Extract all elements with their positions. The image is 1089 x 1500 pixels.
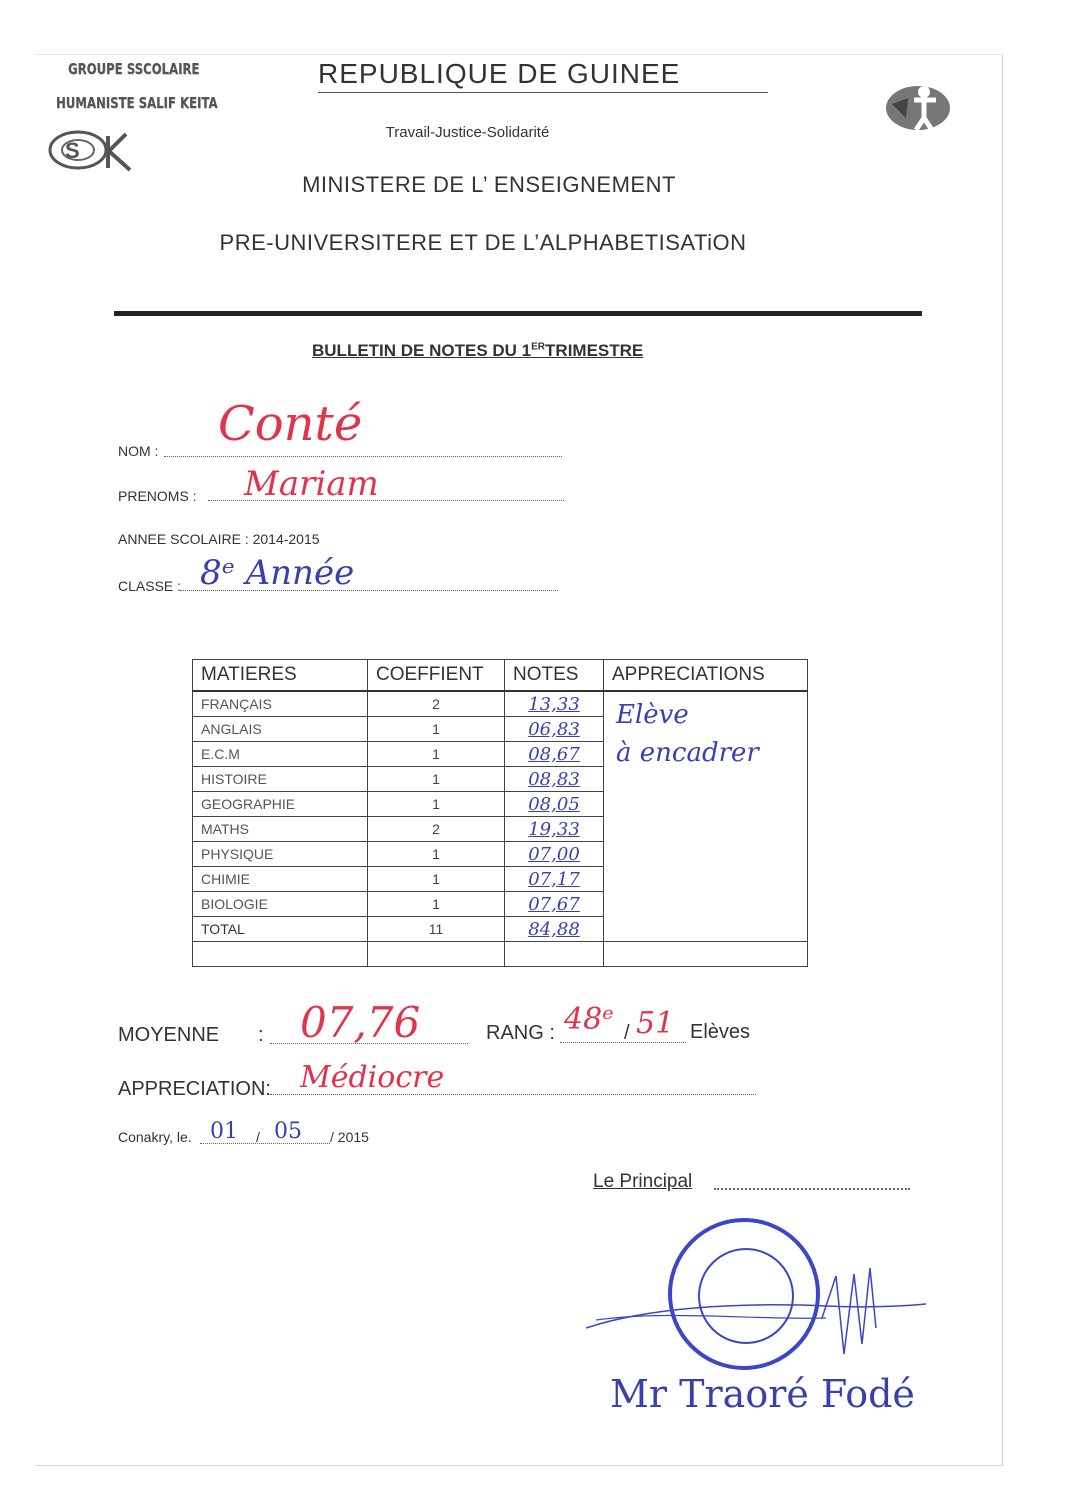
empty-row <box>193 942 808 967</box>
appreciation-cell <box>604 691 808 942</box>
matiere-cell: ANGLAIS <box>193 717 368 742</box>
principal-label: Le Principal <box>593 1171 693 1192</box>
matiere-cell: MATHS <box>193 817 368 842</box>
empty-cell <box>193 942 368 967</box>
total-note: 84,88 <box>505 917 604 942</box>
republic-title: REPUBLIQUE DE GUINEE <box>318 58 681 89</box>
rang-dots <box>560 1042 686 1043</box>
empty-cell <box>505 942 604 967</box>
ministry-line1: MINISTERE DE L’ ENSEIGNEMENT <box>302 172 676 197</box>
note-cell: 08,67 <box>505 742 604 767</box>
coef-cell: 1 <box>368 867 505 892</box>
grades-table <box>192 659 808 967</box>
coef-cell: 1 <box>368 792 505 817</box>
motto: Travail-Justice-Solidarité <box>385 124 550 141</box>
rang-label: RANG : <box>486 1022 555 1044</box>
annee-scolaire: ANNEE SCOLAIRE : 2014-2015 <box>118 531 320 547</box>
rang-total: 51 <box>636 1006 675 1041</box>
moyenne-value: 07,76 <box>300 998 421 1047</box>
prenoms-label: PRENOMS : <box>118 488 197 504</box>
note-cell: 08,83 <box>505 767 604 792</box>
matiere-cell: FRANÇAIS <box>193 691 368 717</box>
bulletin-title-prefix: BULLETIN DE NOTES DU 1 <box>312 341 532 360</box>
prenoms-value: Mariam <box>244 464 379 504</box>
school-name-line1: GROUPE SSCOLAIRE <box>68 60 200 78</box>
note-cell: 07,00 <box>505 842 604 867</box>
appreciation-value: Médiocre <box>300 1060 445 1095</box>
signature-name: Mr Traoré Fodé <box>610 1372 915 1416</box>
empty-cell <box>604 942 808 967</box>
matiere-cell: BIOLOGIE <box>193 892 368 917</box>
empty-cell <box>368 942 505 967</box>
matiere-cell: E.C.M <box>193 742 368 767</box>
nom-label: NOM : <box>118 443 159 459</box>
date-day: 01 <box>210 1119 238 1144</box>
rang-value: 48ᵉ <box>564 1002 614 1037</box>
bulletin-title-suffix: TRIMESTRE <box>545 341 644 360</box>
coef-cell: 1 <box>368 842 505 867</box>
note-cell: 19,33 <box>505 817 604 842</box>
matiere-cell: PHYSIQUE <box>193 842 368 867</box>
republic-underline <box>318 92 768 93</box>
matiere-cell: HISTOIRE <box>193 767 368 792</box>
table-header-row <box>193 660 808 692</box>
classe-label: CLASSE : <box>118 578 182 594</box>
header-matieres: MATIERES <box>193 660 368 692</box>
matiere-cell: CHIMIE <box>193 867 368 892</box>
header-notes: NOTES <box>505 660 604 692</box>
header-divider <box>114 311 922 316</box>
date-dots <box>200 1143 330 1144</box>
ministry-line2: PRE-UNIVERSITERE ET DE L’ALPHABETISATiON <box>219 230 747 255</box>
note-cell: 07,17 <box>505 867 604 892</box>
note-cell: 07,67 <box>505 892 604 917</box>
date-month: 05 <box>274 1119 302 1144</box>
svg-text:S: S <box>65 138 80 163</box>
eleves-label: Elèves <box>690 1021 751 1043</box>
appreciation-label: APPRECIATION: <box>118 1078 271 1100</box>
date-year: / 2015 <box>330 1129 369 1145</box>
coef-cell: 1 <box>368 717 505 742</box>
date-sep: / <box>256 1129 260 1145</box>
table-row <box>193 691 808 717</box>
moyenne-sep: : <box>258 1024 264 1046</box>
coef-cell: 2 <box>368 691 505 717</box>
signature-scribble <box>586 1258 926 1378</box>
coef-cell: 1 <box>368 767 505 792</box>
school-name-line2: HUMANISTE SALIF KEITA <box>56 94 218 112</box>
matiere-cell: GEOGRAPHIE <box>193 792 368 817</box>
date-place: Conakry, le. <box>118 1129 192 1145</box>
nom-value: Conté <box>218 396 363 452</box>
header-coefficient: COEFFIENT <box>368 660 505 692</box>
coef-cell: 1 <box>368 892 505 917</box>
classe-value: 8ᵉ Année <box>200 553 355 593</box>
note-cell: 06,83 <box>505 717 604 742</box>
moyenne-label: MOYENNE <box>118 1024 220 1046</box>
appreciation-line2: à encadrer <box>616 738 759 768</box>
header-appreciations: APPRECIATIONS <box>604 660 808 692</box>
total-coef: 11 <box>368 917 505 942</box>
appreciation-line1: Elève <box>616 700 689 730</box>
nom-dots <box>164 456 562 457</box>
coef-cell: 1 <box>368 742 505 767</box>
rang-sep: / <box>624 1022 630 1044</box>
total-label: TOTAL <box>193 917 368 942</box>
note-cell: 13,33 <box>505 691 604 717</box>
bulletin-title <box>312 341 643 361</box>
coef-cell: 2 <box>368 817 505 842</box>
principal-dots <box>714 1188 910 1190</box>
bulletin-title-sup: ER <box>531 341 546 353</box>
note-cell: 08,05 <box>505 792 604 817</box>
